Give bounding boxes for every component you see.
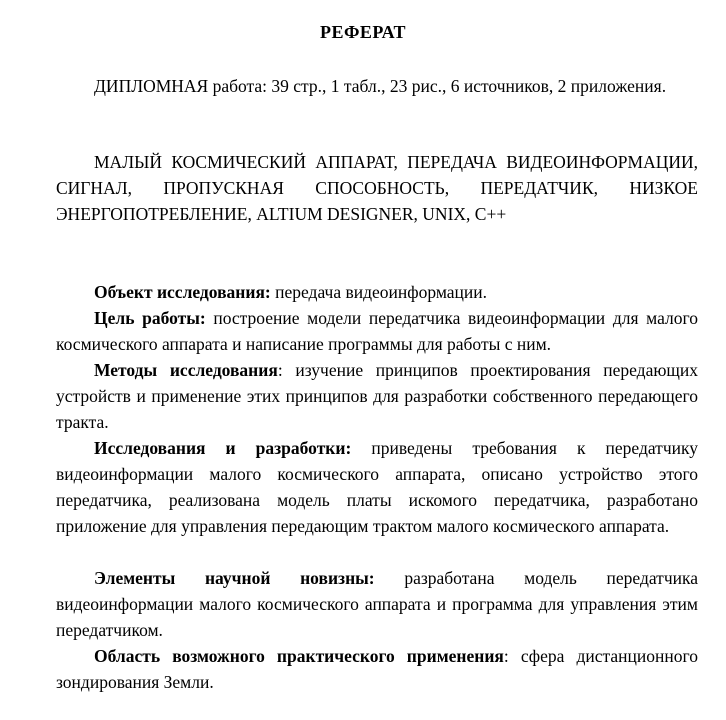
research-object-text: передача видеоинформации. (270, 282, 488, 302)
methods-label: Методы исследования (94, 360, 278, 380)
methods-paragraph (56, 357, 698, 435)
novelty-label: Элементы научной новизны: (94, 568, 375, 588)
research-label: Исследования и разработки: (94, 438, 352, 458)
methods-text: : изучение принципов проектирования передающих устройств и применение этих принципов для разработки собственного передающего тракта. (56, 360, 698, 432)
work-info-paragraph: ДИПЛОМНАЯ работа: 39 стр., 1 табл., 23 рис., 6 источников, 2 приложения. (94, 76, 667, 96)
application-label: Область возможного практического применения (94, 646, 504, 666)
page-title: РЕФЕРАТ (319, 22, 407, 42)
goal-paragraph (56, 305, 698, 357)
keywords-paragraph: МАЛЫЙ КОСМИЧЕСКИЙ АППАРАТ, ПЕРЕДАЧА ВИДЕОИНФОРМАЦИИ, СИГНАЛ, ПРОПУСКНАЯ СПОСОБНОСТЬ, ПЕРЕДАТЧИК, НИЗКОЕ ЭНЕРГОПОТРЕБЛЕНИЕ, ALTIUM DESIGNER, UNIX, C++ (56, 152, 698, 224)
research-object-paragraph (56, 279, 698, 305)
research-object-label: Объект исследования: (94, 282, 271, 302)
application-paragraph (56, 643, 698, 695)
goal-text: построение модели передатчика видеоинформации для малого космического аппарата и написание программы для работы с ним. (56, 308, 699, 354)
novelty-paragraph (56, 565, 698, 643)
research-paragraph (56, 435, 698, 539)
goal-label: Цель работы: (94, 308, 206, 328)
application-text: : сфера дистанционного зондирования Земли. (56, 646, 698, 692)
novelty-text: разработана модель передатчика видеоинформации малого космического аппарата и программа для управления этим передатчиком. (56, 568, 698, 640)
research-text: приведены требования к передатчику видеоинформации малого космического аппарата, описано устройство этого передатчика, реализована модель платы искомого передатчика, разработано приложение для управления передающим трактом малого космического аппарата. (56, 438, 698, 536)
